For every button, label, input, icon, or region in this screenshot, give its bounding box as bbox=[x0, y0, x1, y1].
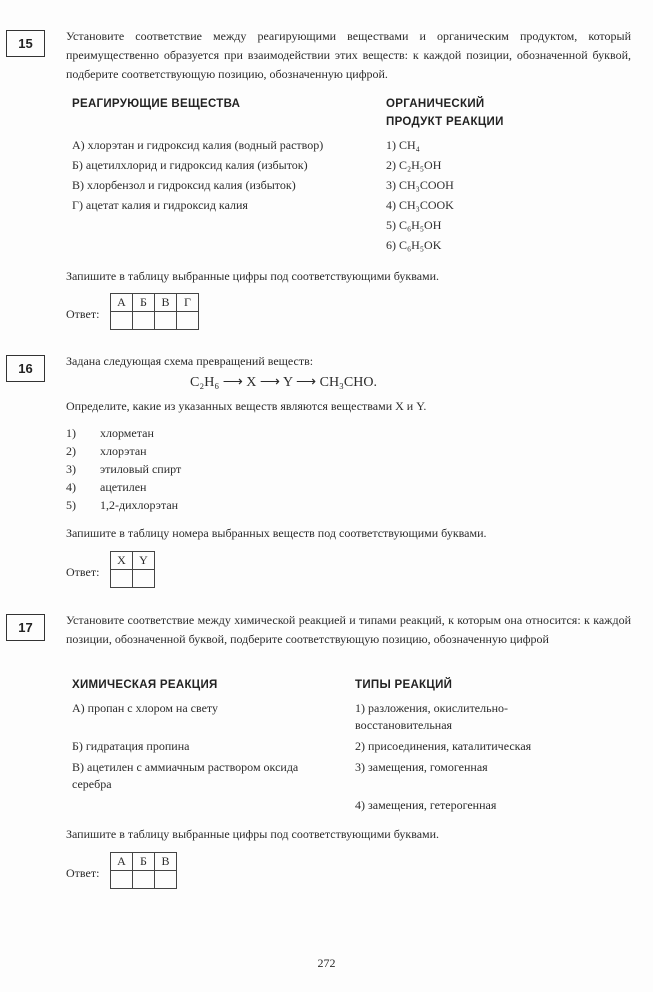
q16-option-5-num: 5) bbox=[66, 498, 76, 512]
q15-col-c: В bbox=[155, 294, 177, 312]
q17-col-a: А bbox=[111, 853, 133, 871]
q17-intro: Установите соответствие между химической реакцией и типами реакций, к которым она относится: к каждой позиции, обозначенной буквой, подберите соответствующую позицию, обозначенную цифрой bbox=[66, 613, 631, 646]
q16-option-2-num: 2) bbox=[66, 444, 76, 458]
q16-question: Определите, какие из указанных веществ являются веществами X и Y. bbox=[66, 399, 427, 413]
q17-col-b: Б bbox=[133, 853, 155, 871]
q16-option-4: ацетилен bbox=[100, 480, 147, 494]
page-number: 272 bbox=[317, 956, 336, 970]
q15-right-item-1: 1) CH₄ bbox=[386, 138, 420, 152]
q16-option-3-num: 3) bbox=[66, 462, 76, 476]
q16-col-y: Y bbox=[133, 552, 155, 570]
q16-answer-label: Ответ: bbox=[66, 565, 100, 579]
q15-col-b: Б bbox=[133, 294, 155, 312]
q16-option-4-num: 4) bbox=[66, 480, 76, 494]
q17-left-item-a: А) пропан с хлором на свету bbox=[72, 701, 219, 715]
q16-col-x: X bbox=[111, 552, 133, 570]
q17-right-item-1-cont: восстановительная bbox=[355, 718, 453, 732]
q15-intro: Установите соответствие между реагирующими веществами и органическим продуктом, который преимущественно образуется при взаимодействии этих веществ: к каждой позиции, обозначенной буквой, подберите соответствующую позицию, обозначенную цифрой. bbox=[66, 29, 631, 81]
q15-answer-cell-d[interactable] bbox=[177, 312, 199, 330]
q15-right-item-6: 6) C₆H₅OK bbox=[386, 238, 442, 252]
q16-instruction: Запишите в таблицу номера выбранных веществ под соответствующими буквами. bbox=[66, 526, 487, 540]
q17-answer-cell-b[interactable] bbox=[133, 871, 155, 889]
q15-left-item-b: Б) ацетилхлорид и гидроксид калия (избыток) bbox=[72, 158, 308, 172]
q16-option-3: этиловый спирт bbox=[100, 462, 182, 476]
question-number-16: 16 bbox=[6, 355, 45, 382]
q16-intro: Задана следующая схема превращений веществ: bbox=[66, 354, 314, 368]
q16-answer-cell-y[interactable] bbox=[133, 570, 155, 588]
q17-col-c: В bbox=[155, 853, 177, 871]
question-number-17: 17 bbox=[6, 614, 45, 641]
q17-answer-table bbox=[110, 852, 177, 889]
q15-right-header-1: ОРГАНИЧЕСКИЙ bbox=[386, 98, 485, 110]
q17-right-item-2: 2) присоединения, каталитическая bbox=[355, 739, 532, 753]
q17-answer-cell-a[interactable] bbox=[111, 871, 133, 889]
q17-right-item-3: 3) замещения, гомогенная bbox=[355, 760, 488, 774]
q15-answer-table bbox=[110, 293, 199, 330]
q16-option-1: хлорметан bbox=[100, 426, 154, 440]
q15-col-a: А bbox=[111, 294, 133, 312]
q15-right-item-2: 2) C₂H₅OH bbox=[386, 158, 442, 172]
q17-right-item-1: 1) разложения, окислительно- bbox=[355, 701, 509, 715]
q17-left-item-b: Б) гидратация пропина bbox=[72, 739, 190, 753]
q15-right-item-5: 5) C₆H₅OH bbox=[386, 218, 442, 232]
q15-answer-cell-b[interactable] bbox=[133, 312, 155, 330]
q15-col-d: Г bbox=[177, 294, 199, 312]
q17-left-item-c: В) ацетилен с аммиачным раствором оксида bbox=[72, 760, 299, 774]
q17-right-header: ТИПЫ РЕАКЦИЙ bbox=[355, 679, 453, 691]
q15-answer-label: Ответ: bbox=[66, 307, 100, 321]
q17-answer-label: Ответ: bbox=[66, 866, 100, 880]
q16-answer-table bbox=[110, 551, 155, 588]
q15-instruction: Запишите в таблицу выбранные цифры под соответствующими буквами. bbox=[66, 269, 440, 283]
question-number-15: 15 bbox=[6, 30, 45, 57]
q17-right-item-4: 4) замещения, гетерогенная bbox=[355, 798, 497, 812]
q16-option-1-num: 1) bbox=[66, 426, 76, 440]
q15-left-header: РЕАГИРУЮЩИЕ ВЕЩЕСТВА bbox=[72, 98, 241, 110]
q15-left-item-a: А) хлорэтан и гидроксид калия (водный раствор) bbox=[72, 138, 324, 152]
q15-left-item-d: Г) ацетат калия и гидроксид калия bbox=[72, 198, 248, 212]
q15-right-item-3: 3) CH₃COOH bbox=[386, 178, 454, 192]
q17-left-header: ХИМИЧЕСКАЯ РЕАКЦИЯ bbox=[72, 679, 218, 691]
q16-scheme: C₂H₆ ⟶ X ⟶ Y ⟶ CH₃CHO. bbox=[190, 375, 377, 390]
q15-left-item-c: В) хлорбензол и гидроксид калия (избыток) bbox=[72, 178, 296, 192]
q16-option-5: 1,2-дихлорэтан bbox=[100, 498, 179, 512]
q15-right-item-4: 4) CH₃COOK bbox=[386, 198, 454, 212]
q16-option-2: хлорэтан bbox=[100, 444, 147, 458]
q17-left-item-c-cont: серебра bbox=[72, 777, 112, 791]
q15-answer-cell-a[interactable] bbox=[111, 312, 133, 330]
q16-answer-cell-x[interactable] bbox=[111, 570, 133, 588]
q17-instruction: Запишите в таблицу выбранные цифры под соответствующими буквами. bbox=[66, 827, 440, 841]
q17-answer-cell-c[interactable] bbox=[155, 871, 177, 889]
q15-right-header-2: ПРОДУКТ РЕАКЦИИ bbox=[386, 116, 504, 128]
q15-answer-cell-c[interactable] bbox=[155, 312, 177, 330]
